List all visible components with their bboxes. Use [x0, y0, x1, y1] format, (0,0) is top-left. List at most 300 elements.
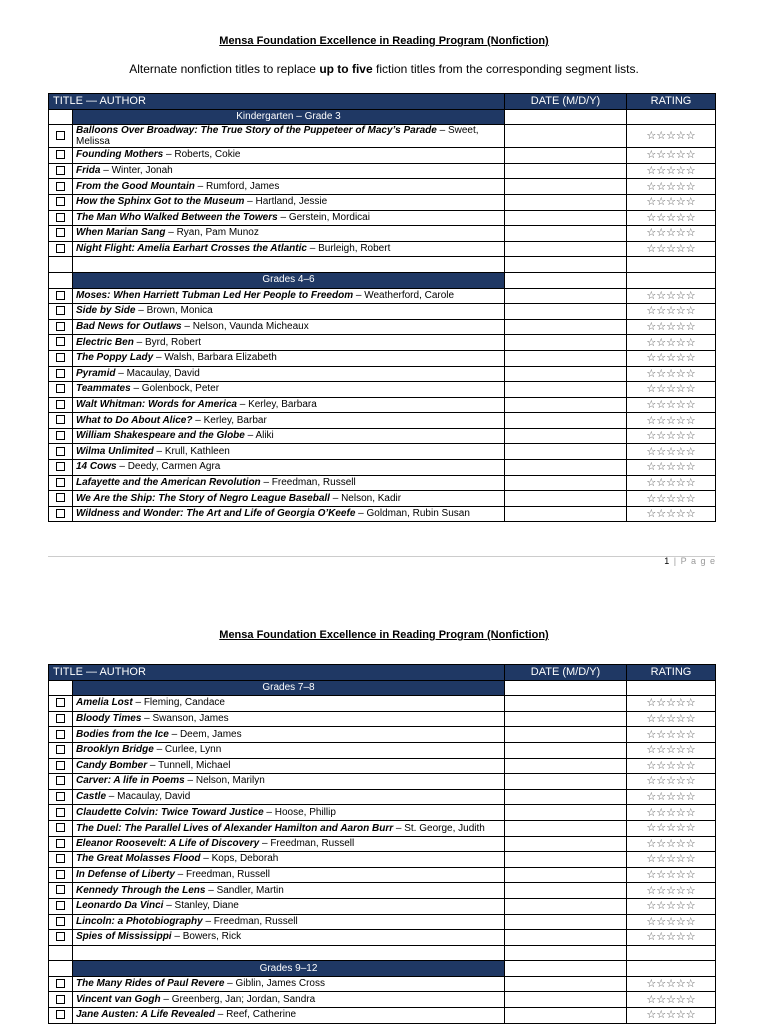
book-title: Eleanor Roosevelt: A Life of Discovery	[76, 837, 260, 849]
book-author: Tunnell, Michael	[158, 759, 231, 771]
segment-date-cell	[505, 272, 627, 288]
book-title-author: Spies of Mississippi – Bowers, Rick	[73, 930, 505, 946]
book-title-author: Jane Austen: A Life Revealed – Reef, Catherine	[73, 1008, 505, 1024]
book-title-author: Night Flight: Amelia Earhart Crosses the Atlantic – Burleigh, Robert	[73, 241, 505, 257]
star-rating[interactable]: ☆☆☆☆☆	[627, 992, 716, 1008]
date-input-cell[interactable]	[505, 883, 627, 899]
star-rating[interactable]: ☆☆☆☆☆	[627, 711, 716, 727]
book-row	[49, 288, 716, 304]
book-author: Hoose, Phillip	[274, 806, 336, 818]
checkbox[interactable]	[56, 932, 65, 941]
intro-pre: Alternate nonfiction titles to replace	[129, 62, 320, 76]
date-input-cell[interactable]	[505, 914, 627, 930]
date-input-cell[interactable]	[505, 930, 627, 946]
checkbox[interactable]	[56, 1010, 65, 1019]
checkbox-cell	[49, 241, 73, 257]
date-input-cell[interactable]	[505, 366, 627, 382]
book-title: Castle	[76, 791, 107, 803]
date-input-cell[interactable]	[505, 194, 627, 210]
checkbox[interactable]	[56, 901, 65, 910]
date-input-cell[interactable]	[505, 226, 627, 242]
book-row	[49, 805, 716, 821]
date-input-cell[interactable]	[505, 727, 627, 743]
book-author: Brown, Monica	[146, 305, 213, 317]
checkbox[interactable]	[56, 462, 65, 471]
star-rating[interactable]: ☆☆☆☆☆	[627, 898, 716, 914]
star-rating[interactable]: ☆☆☆☆☆	[627, 288, 716, 304]
book-title-author: Kennedy Through the Lens – Sandler, Martin	[73, 883, 505, 899]
star-rating[interactable]: ☆☆☆☆☆	[627, 836, 716, 852]
star-rating[interactable]: ☆☆☆☆☆	[627, 319, 716, 335]
date-input-cell[interactable]	[505, 413, 627, 429]
star-rating[interactable]: ☆☆☆☆☆	[627, 506, 716, 522]
date-input-cell[interactable]	[505, 976, 627, 992]
book-row	[49, 836, 716, 852]
date-input-cell[interactable]	[505, 506, 627, 522]
book-row	[49, 1008, 716, 1024]
book-title: Lafayette and the American Revolution	[76, 476, 261, 488]
checkbox[interactable]	[56, 213, 65, 222]
book-title-author: 14 Cows – Deedy, Carmen Agra	[73, 460, 505, 476]
date-input-cell[interactable]	[505, 460, 627, 476]
book-title-author: Bad News for Outlaws – Nelson, Vaunda Micheaux	[73, 319, 505, 335]
checkbox[interactable]	[56, 431, 65, 440]
segment-heading: Grades 9–12	[73, 961, 505, 977]
star-rating[interactable]: ☆☆☆☆☆	[627, 976, 716, 992]
book-title: Bodies from the Ice	[76, 728, 169, 740]
checkbox[interactable]	[56, 131, 65, 140]
book-row	[49, 992, 716, 1008]
checkbox-cell	[49, 976, 73, 992]
checkbox[interactable]	[56, 197, 65, 206]
book-title: Founding Mothers	[76, 149, 164, 161]
star-rating[interactable]: ☆☆☆☆☆	[627, 335, 716, 351]
segment-date-cell	[505, 109, 627, 125]
book-row	[49, 976, 716, 992]
book-author: Deem, James	[179, 728, 242, 740]
star-rating[interactable]: ☆☆☆☆☆	[627, 914, 716, 930]
book-author: Winter, Jonah	[111, 165, 173, 177]
star-rating[interactable]: ☆☆☆☆☆	[627, 444, 716, 460]
book-author: Freedman, Russell	[270, 837, 355, 849]
book-row	[49, 335, 716, 351]
book-row	[49, 319, 716, 335]
page-2	[0, 590, 768, 1024]
date-input-cell[interactable]	[505, 774, 627, 790]
checkbox-cell	[49, 428, 73, 444]
book-row	[49, 397, 716, 413]
segment-heading: Kindergarten – Grade 3	[73, 109, 505, 125]
date-input-cell[interactable]	[505, 491, 627, 507]
book-title-author: Wildness and Wonder: The Art and Life of Georgia O’Keefe – Goldman, Rubin Susan	[73, 506, 505, 522]
page-label: P a g e	[680, 556, 716, 566]
checkbox-cell	[49, 805, 73, 821]
book-row	[49, 758, 716, 774]
date-input-cell[interactable]	[505, 397, 627, 413]
book-title: What to Do About Alice?	[76, 414, 193, 426]
title-author-header: TITLE — AUTHOR	[49, 665, 505, 681]
star-rating[interactable]: ☆☆☆☆☆	[627, 304, 716, 320]
checkbox[interactable]	[56, 839, 65, 848]
checkbox[interactable]	[56, 808, 65, 817]
checkbox[interactable]	[56, 228, 65, 237]
book-author: Greenberg, Jan; Jordan, Sandra	[171, 993, 316, 1005]
book-title: Amelia Lost	[76, 697, 133, 709]
star-rating[interactable]: ☆☆☆☆☆	[627, 758, 716, 774]
date-input-cell[interactable]	[505, 742, 627, 758]
checkbox[interactable]	[56, 792, 65, 801]
book-title: Side by Side	[76, 305, 136, 317]
checkbox-cell	[49, 992, 73, 1008]
date-input-cell[interactable]	[505, 350, 627, 366]
checkbox[interactable]	[56, 150, 65, 159]
book-row	[49, 774, 716, 790]
book-title-author: We Are the Ship: The Story of Negro League Baseball – Nelson, Kadir	[73, 491, 505, 507]
book-title: The Duel: The Parallel Lives of Alexander Hamilton and Aaron Burr	[76, 822, 394, 834]
star-rating[interactable]: ☆☆☆☆☆	[627, 428, 716, 444]
star-rating[interactable]: ☆☆☆☆☆	[627, 867, 716, 883]
intro-text	[0, 62, 768, 76]
checkbox[interactable]	[56, 885, 65, 894]
book-title-author: Walt Whitman: Words for America – Kerley, Barbara	[73, 397, 505, 413]
checkbox[interactable]	[56, 182, 65, 191]
book-title: 14 Cows	[76, 461, 117, 473]
checkbox[interactable]	[56, 337, 65, 346]
blank-cell	[73, 257, 505, 273]
blank-cell	[49, 257, 73, 273]
checkbox-cell	[49, 226, 73, 242]
book-author: Bowers, Rick	[182, 931, 242, 943]
blank-row	[49, 945, 716, 961]
checkbox[interactable]	[56, 369, 65, 378]
blank-cell	[627, 945, 716, 961]
checkbox[interactable]	[56, 306, 65, 315]
book-title: Balloons Over Broadway: The True Story of the Puppeteer of Macy’s Parade	[76, 125, 437, 137]
date-input-cell[interactable]	[505, 852, 627, 868]
book-title-author: Balloons Over Broadway: The True Story of the Puppeteer of Macy’s Parade – Sweet, Melissa	[73, 125, 505, 148]
date-input-cell[interactable]	[505, 820, 627, 836]
checkbox-cell	[49, 382, 73, 398]
star-rating[interactable]: ☆☆☆☆☆	[627, 930, 716, 946]
blank-cell	[505, 257, 627, 273]
star-rating[interactable]: ☆☆☆☆☆	[627, 727, 716, 743]
segment-spacer	[49, 961, 73, 977]
book-row	[49, 789, 716, 805]
date-input-cell[interactable]	[505, 179, 627, 195]
checkbox[interactable]	[56, 761, 65, 770]
book-title-author: In Defense of Liberty – Freedman, Russell	[73, 867, 505, 883]
book-author: Walsh, Barbara Elizabeth	[164, 352, 277, 364]
book-title: Night Flight: Amelia Earhart Crosses the Atlantic	[76, 243, 307, 255]
checkbox[interactable]	[56, 400, 65, 409]
book-author: Rumford, James	[206, 180, 280, 192]
checkbox-cell	[49, 163, 73, 179]
rating-header: RATING	[627, 94, 716, 110]
star-rating[interactable]: ☆☆☆☆☆	[627, 413, 716, 429]
book-row	[49, 914, 716, 930]
book-title-author: When Marian Sang – Ryan, Pam Munoz	[73, 226, 505, 242]
book-title-author: William Shakespeare and the Globe – Aliki	[73, 428, 505, 444]
date-input-cell[interactable]	[505, 992, 627, 1008]
book-author: Sweet, Melissa	[76, 125, 479, 148]
book-author: Macaulay, David	[117, 791, 191, 803]
checkbox-cell	[49, 491, 73, 507]
date-input-cell[interactable]	[505, 148, 627, 164]
star-rating[interactable]: ☆☆☆☆☆	[627, 210, 716, 226]
date-input-cell[interactable]	[505, 241, 627, 257]
book-author: Kerley, Barbar	[203, 414, 267, 426]
checkbox-cell	[49, 475, 73, 491]
checkbox[interactable]	[56, 291, 65, 300]
star-rating[interactable]: ☆☆☆☆☆	[627, 789, 716, 805]
book-title-author: How the Sphinx Got to the Museum – Hartland, Jessie	[73, 194, 505, 210]
checkbox[interactable]	[56, 745, 65, 754]
book-title-author: The Many Rides of Paul Revere – Giblin, James Cross	[73, 976, 505, 992]
blank-row	[49, 257, 716, 273]
date-input-cell[interactable]	[505, 789, 627, 805]
book-title-author: The Poppy Lady – Walsh, Barbara Elizabeth	[73, 350, 505, 366]
book-author: Deedy, Carmen Agra	[127, 461, 221, 473]
segment-row	[49, 109, 716, 125]
book-title-author: Carver: A life in Poems – Nelson, Marilyn	[73, 774, 505, 790]
checkbox[interactable]	[56, 166, 65, 175]
book-title-author: Amelia Lost – Fleming, Candace	[73, 696, 505, 712]
checkbox[interactable]	[56, 854, 65, 863]
book-row	[49, 179, 716, 195]
checkbox[interactable]	[56, 776, 65, 785]
book-row	[49, 210, 716, 226]
book-title: When Marian Sang	[76, 227, 166, 239]
checkbox-cell	[49, 836, 73, 852]
star-rating[interactable]: ☆☆☆☆☆	[627, 491, 716, 507]
checkbox[interactable]	[56, 478, 65, 487]
book-title-author: Side by Side – Brown, Monica	[73, 304, 505, 320]
star-rating[interactable]: ☆☆☆☆☆	[627, 163, 716, 179]
book-author: Burleigh, Robert	[318, 243, 391, 255]
book-author: Nelson, Vaunda Micheaux	[192, 321, 309, 333]
date-input-cell[interactable]	[505, 1008, 627, 1024]
book-row	[49, 148, 716, 164]
star-rating[interactable]: ☆☆☆☆☆	[627, 179, 716, 195]
date-input-cell[interactable]	[505, 836, 627, 852]
star-rating[interactable]: ☆☆☆☆☆	[627, 742, 716, 758]
date-input-cell[interactable]	[505, 304, 627, 320]
star-rating[interactable]: ☆☆☆☆☆	[627, 226, 716, 242]
date-input-cell[interactable]	[505, 428, 627, 444]
book-author: St. George, Judith	[404, 822, 485, 834]
checkbox-cell	[49, 366, 73, 382]
book-title: The Many Rides of Paul Revere	[76, 978, 225, 990]
book-row	[49, 350, 716, 366]
star-rating[interactable]: ☆☆☆☆☆	[627, 460, 716, 476]
book-row	[49, 898, 716, 914]
checkbox-cell	[49, 898, 73, 914]
checkbox-cell	[49, 758, 73, 774]
segment-date-cell	[505, 961, 627, 977]
checkbox[interactable]	[56, 995, 65, 1004]
segment-spacer	[49, 680, 73, 696]
date-input-cell[interactable]	[505, 288, 627, 304]
book-title: Walt Whitman: Words for America	[76, 398, 237, 410]
checkbox-cell	[49, 194, 73, 210]
date-input-cell[interactable]	[505, 125, 627, 148]
star-rating[interactable]: ☆☆☆☆☆	[627, 241, 716, 257]
star-rating[interactable]: ☆☆☆☆☆	[627, 696, 716, 712]
checkbox-cell	[49, 696, 73, 712]
book-author: Kops, Deborah	[211, 853, 279, 865]
book-author: Ryan, Pam Munoz	[176, 227, 259, 239]
book-row	[49, 163, 716, 179]
star-rating[interactable]: ☆☆☆☆☆	[627, 820, 716, 836]
checkbox[interactable]	[56, 244, 65, 253]
intro-post: fiction titles from the corresponding segment lists.	[372, 62, 639, 76]
date-input-cell[interactable]	[505, 319, 627, 335]
star-rating[interactable]: ☆☆☆☆☆	[627, 350, 716, 366]
checkbox-cell	[49, 867, 73, 883]
book-title: Pyramid	[76, 367, 116, 379]
book-row	[49, 711, 716, 727]
checkbox[interactable]	[56, 447, 65, 456]
date-input-cell[interactable]	[505, 711, 627, 727]
star-rating[interactable]: ☆☆☆☆☆	[627, 805, 716, 821]
checkbox-cell	[49, 444, 73, 460]
segment-rating-cell	[627, 272, 716, 288]
star-rating[interactable]: ☆☆☆☆☆	[627, 366, 716, 382]
star-rating[interactable]: ☆☆☆☆☆	[627, 883, 716, 899]
segment-heading: Grades 4–6	[73, 272, 505, 288]
star-rating[interactable]: ☆☆☆☆☆	[627, 397, 716, 413]
blank-cell	[505, 945, 627, 961]
book-title: Bad News for Outlaws	[76, 321, 182, 333]
checkbox-cell	[49, 820, 73, 836]
date-header: DATE (M/D/Y)	[505, 665, 627, 681]
book-author: Golenbock, Peter	[141, 383, 220, 395]
book-title: Moses: When Harriett Tubman Led Her People to Freedom	[76, 289, 354, 301]
book-title: The Man Who Walked Between the Towers	[76, 211, 278, 223]
star-rating[interactable]: ☆☆☆☆☆	[627, 125, 716, 148]
segment-date-cell	[505, 680, 627, 696]
star-rating[interactable]: ☆☆☆☆☆	[627, 1008, 716, 1024]
book-title: Bloody Times	[76, 713, 142, 725]
book-author: Goldman, Rubin Susan	[366, 508, 470, 520]
checkbox-cell	[49, 148, 73, 164]
checkbox-cell	[49, 506, 73, 522]
book-title-author: Pyramid – Macaulay, David	[73, 366, 505, 382]
book-title: Spies of Mississippi	[76, 931, 172, 943]
footer-divider	[48, 556, 715, 557]
checkbox[interactable]	[56, 415, 65, 424]
checkbox-cell	[49, 789, 73, 805]
book-title-author: Founding Mothers – Roberts, Cokie	[73, 148, 505, 164]
checkbox-cell	[49, 1008, 73, 1024]
page-number: 1 | P a g e	[664, 556, 716, 566]
checkbox-cell	[49, 304, 73, 320]
segment-heading: Grades 7–8	[73, 680, 505, 696]
book-title: Kennedy Through the Lens	[76, 884, 206, 896]
date-input-cell[interactable]	[505, 382, 627, 398]
date-input-cell[interactable]	[505, 758, 627, 774]
checkbox-cell	[49, 397, 73, 413]
book-title: The Poppy Lady	[76, 352, 154, 364]
book-title-author: Frida – Winter, Jonah	[73, 163, 505, 179]
checkbox-cell	[49, 210, 73, 226]
book-title-author: Bloody Times – Swanson, James	[73, 711, 505, 727]
checkbox[interactable]	[56, 714, 65, 723]
checkbox-cell	[49, 727, 73, 743]
checkbox-cell	[49, 742, 73, 758]
star-rating[interactable]: ☆☆☆☆☆	[627, 774, 716, 790]
checkbox-cell	[49, 319, 73, 335]
book-author: Sandler, Martin	[216, 884, 284, 896]
date-input-cell[interactable]	[505, 475, 627, 491]
checkbox[interactable]	[56, 870, 65, 879]
checkbox[interactable]	[56, 509, 65, 518]
checkbox[interactable]	[56, 322, 65, 331]
intro-bold: up to five	[319, 62, 373, 76]
date-input-cell[interactable]	[505, 210, 627, 226]
book-title-author: From the Good Mountain – Rumford, James	[73, 179, 505, 195]
date-input-cell[interactable]	[505, 335, 627, 351]
page-number-value: 1	[664, 556, 671, 566]
checkbox-cell	[49, 179, 73, 195]
book-row	[49, 475, 716, 491]
book-title: William Shakespeare and the Globe	[76, 430, 245, 442]
checkbox-cell	[49, 413, 73, 429]
star-rating[interactable]: ☆☆☆☆☆	[627, 475, 716, 491]
book-row	[49, 304, 716, 320]
star-rating[interactable]: ☆☆☆☆☆	[627, 852, 716, 868]
book-row	[49, 930, 716, 946]
checkbox[interactable]	[56, 917, 65, 926]
book-row	[49, 852, 716, 868]
segment-spacer	[49, 109, 73, 125]
date-input-cell[interactable]	[505, 867, 627, 883]
checkbox[interactable]	[56, 493, 65, 502]
book-title-author: Lafayette and the American Revolution – Freedman, Russell	[73, 475, 505, 491]
book-title: We Are the Ship: The Story of Negro League Baseball	[76, 492, 330, 504]
star-rating[interactable]: ☆☆☆☆☆	[627, 148, 716, 164]
book-row	[49, 382, 716, 398]
book-author: Reef, Catherine	[226, 1009, 297, 1021]
book-title: The Great Molasses Flood	[76, 853, 201, 865]
checkbox[interactable]	[56, 979, 65, 988]
book-title: Wilma Unlimited	[76, 445, 154, 457]
date-input-cell[interactable]	[505, 696, 627, 712]
reading-list-table-page-2	[48, 664, 716, 1024]
book-title: Frida	[76, 165, 101, 177]
book-title-author: Bodies from the Ice – Deem, James	[73, 727, 505, 743]
book-title-author: Vincent van Gogh – Greenberg, Jan; Jordan, Sandra	[73, 992, 505, 1008]
book-row	[49, 506, 716, 522]
date-input-cell[interactable]	[505, 444, 627, 460]
date-input-cell[interactable]	[505, 805, 627, 821]
checkbox[interactable]	[56, 698, 65, 707]
checkbox-cell	[49, 711, 73, 727]
star-rating[interactable]: ☆☆☆☆☆	[627, 194, 716, 210]
checkbox[interactable]	[56, 384, 65, 393]
star-rating[interactable]: ☆☆☆☆☆	[627, 382, 716, 398]
date-input-cell[interactable]	[505, 898, 627, 914]
book-title-author: Brooklyn Bridge – Curlee, Lynn	[73, 742, 505, 758]
checkbox-cell	[49, 852, 73, 868]
book-row	[49, 820, 716, 836]
checkbox[interactable]	[56, 730, 65, 739]
checkbox-cell	[49, 350, 73, 366]
book-title: Lincoln: a Photobiography	[76, 915, 203, 927]
checkbox[interactable]	[56, 823, 65, 832]
date-input-cell[interactable]	[505, 163, 627, 179]
checkbox[interactable]	[56, 353, 65, 362]
